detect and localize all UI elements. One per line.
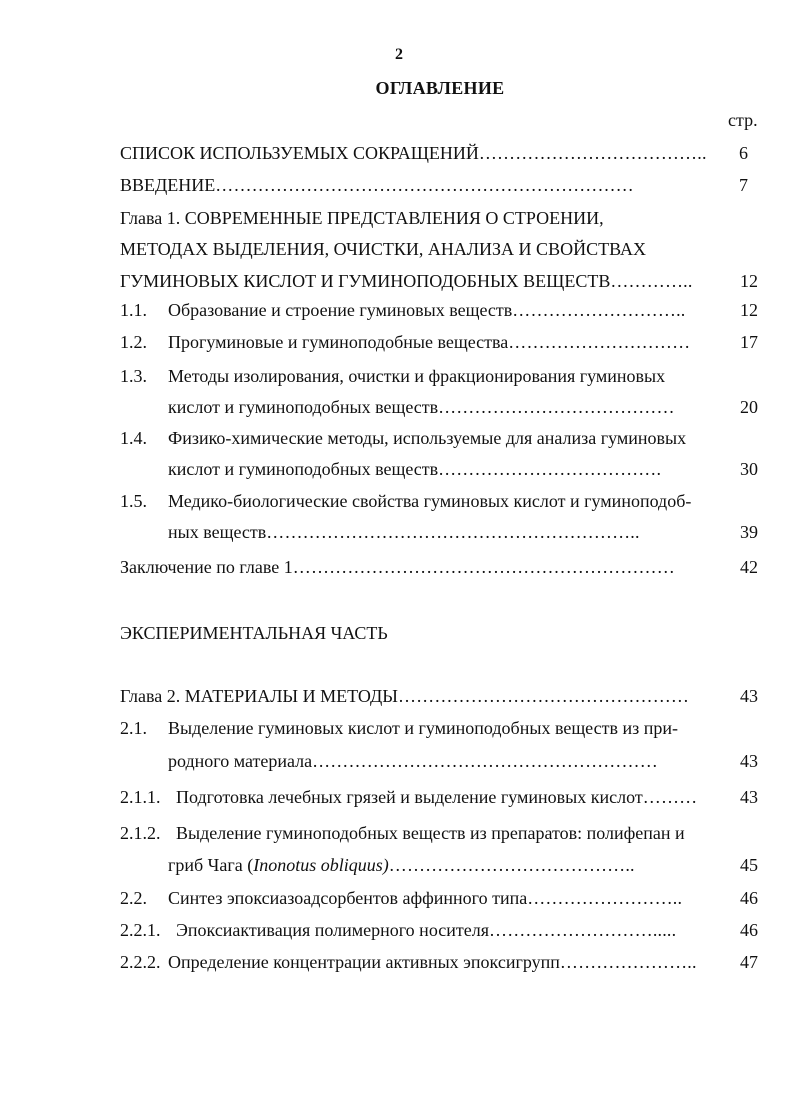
- toc-entry-2-1-line1: Выделение гуминовых кислот и гуминоподобных веществ из при-: [168, 718, 678, 738]
- toc-entry-text: Образование и строение гуминовых веществ: [168, 300, 513, 320]
- toc-entry-1-5-line1: Медико-биологические свойства гуминовых кислот и гуминоподоб-: [168, 491, 692, 511]
- toc-entry-text: Подготовка лечебных грязей и выделение гуминовых кислот: [176, 787, 643, 807]
- toc-entry-1-3-line1: Методы изолирования, очистки и фракционирования гуминовых: [168, 366, 666, 386]
- toc-page-number: 6: [739, 143, 748, 163]
- toc-section-number: 2.2.1.: [120, 920, 161, 940]
- toc-entry-text: Заключение по главе 1: [120, 557, 293, 577]
- toc-page-number: 7: [739, 175, 748, 195]
- toc-entry-text: ных веществ: [168, 522, 267, 542]
- toc-leader-dots: ……………………..: [527, 888, 683, 908]
- toc-leader-dots: ……………………………………………………..: [266, 522, 640, 542]
- toc-entry-text: СПИСОК ИСПОЛЬЗУЕМЫХ СОКРАЩЕНИЙ: [120, 143, 479, 163]
- toc-entry-1-1: [168, 299, 685, 321]
- toc-page-number: 20: [740, 397, 758, 417]
- toc-entry-2-1-2-line2: [168, 854, 635, 876]
- toc-page-number: 42: [740, 557, 758, 577]
- toc-section-number: 2.2.2.: [120, 952, 161, 972]
- toc-entry-text: Определение концентрации активных эпоксигрупп: [168, 952, 560, 972]
- toc-entry-text: кислот и гуминоподобных веществ: [168, 397, 439, 417]
- toc-entry-1-3-line2: [168, 396, 675, 418]
- toc-page-number: 17: [740, 332, 758, 352]
- toc-part-heading: ЭКСПЕРИМЕНТАЛЬНАЯ ЧАСТЬ: [120, 623, 388, 643]
- toc-entry-2-2: [168, 887, 682, 909]
- toc-entry-text: гриб Чага (: [168, 855, 254, 875]
- toc-entry-chapter2: [120, 685, 689, 707]
- toc-entry-text: ВВЕДЕНИЕ: [120, 175, 216, 195]
- toc-entry-1-2: [168, 331, 690, 353]
- toc-page-number: 12: [740, 300, 758, 320]
- toc-page-number: 46: [740, 888, 758, 908]
- toc-entry-text: Синтез эпоксиазоадсорбентов аффинного типа: [168, 888, 528, 908]
- toc-entry-2-1-2-line1: Выделение гуминоподобных веществ из препаратов: полифепан и: [176, 823, 685, 843]
- toc-entry-2-1-1: [176, 786, 697, 808]
- toc-leader-dots: …………………………………………………: [312, 751, 658, 771]
- toc-entry-2-1-line2: [168, 750, 658, 772]
- toc-leader-dots: ……………………….....: [489, 920, 677, 940]
- toc-entry-1-5-line2: [168, 521, 640, 543]
- page-title: ОГЛАВЛЕНИЕ: [375, 78, 505, 98]
- toc-entry-italic-text: Inonotus obliquus): [253, 855, 389, 875]
- toc-entry-2-2-2: [168, 951, 697, 973]
- toc-leader-dots: ………………………………………………………: [292, 557, 675, 577]
- toc-page-number: 43: [740, 686, 758, 706]
- toc-section-number: 1.5.: [120, 491, 147, 511]
- toc-page-number: 45: [740, 855, 758, 875]
- toc-entry-conclusion1: [120, 556, 675, 578]
- toc-page-number: 43: [740, 751, 758, 771]
- toc-section-number: 1.4.: [120, 428, 147, 448]
- toc-entry-text: ГУМИНОВЫХ КИСЛОТ И ГУМИНОПОДОБНЫХ ВЕЩЕСТВ: [120, 271, 611, 291]
- toc-chapter1-line3: [120, 270, 693, 292]
- toc-leader-dots: …………………………: [508, 332, 691, 352]
- toc-section-number: 2.1.2.: [120, 823, 161, 843]
- toc-entry-introduction: [120, 174, 634, 196]
- toc-page-number: 47: [740, 952, 758, 972]
- toc-entry-abbreviations: [120, 142, 707, 164]
- toc-entry-text: родного материала: [168, 751, 313, 771]
- toc-entry-text: Прогуминовые и гуминоподобные вещества: [168, 332, 509, 352]
- toc-leader-dots: …………..: [610, 271, 693, 291]
- toc-entry-text: кислот и гуминоподобных веществ: [168, 459, 439, 479]
- toc-page-number: 43: [740, 787, 758, 807]
- toc-leader-dots: …………………………………………: [397, 686, 690, 706]
- toc-chapter1-line1: Глава 1. СОВРЕМЕННЫЕ ПРЕДСТАВЛЕНИЯ О СТРОЕНИИ,: [120, 208, 604, 228]
- page-number: 2: [395, 46, 403, 63]
- toc-section-number: 1.1.: [120, 300, 147, 320]
- toc-section-number: 1.3.: [120, 366, 147, 386]
- toc-page-number: 39: [740, 522, 758, 542]
- toc-page-number: 12: [740, 271, 758, 291]
- toc-leader-dots: …………………………………..: [388, 855, 635, 875]
- toc-section-number: 2.1.1.: [120, 787, 161, 807]
- page-column-label: стр.: [728, 110, 758, 130]
- toc-page-number: 46: [740, 920, 758, 940]
- toc-section-number: 2.1.: [120, 718, 147, 738]
- toc-leader-dots: …………………..: [559, 952, 697, 972]
- toc-leader-dots: …………………………………: [438, 397, 675, 417]
- toc-page-number: 30: [740, 459, 758, 479]
- toc-leader-dots: ………: [642, 787, 698, 807]
- toc-entry-text: Эпоксиактивация полимерного носителя: [176, 920, 490, 940]
- toc-entry-2-2-1: [176, 919, 676, 941]
- toc-leader-dots: ……………………………………………………………: [215, 175, 634, 195]
- toc-section-number: 1.2.: [120, 332, 147, 352]
- toc-leader-dots: ………………………..: [512, 300, 686, 320]
- toc-section-number: 2.2.: [120, 888, 147, 908]
- toc-chapter1-line2: МЕТОДАХ ВЫДЕЛЕНИЯ, ОЧИСТКИ, АНАЛИЗА И СВОЙСТВАХ: [120, 239, 646, 259]
- toc-entry-1-4-line1: Физико-химические методы, используемые для анализа гуминовых: [168, 428, 687, 448]
- toc-entry-1-4-line2: [168, 458, 661, 480]
- toc-leader-dots: ………………………………..: [478, 143, 707, 163]
- toc-leader-dots: ……………………………….: [438, 459, 662, 479]
- toc-entry-text: Глава 2. МАТЕРИАЛЫ И МЕТОДЫ: [120, 686, 398, 706]
